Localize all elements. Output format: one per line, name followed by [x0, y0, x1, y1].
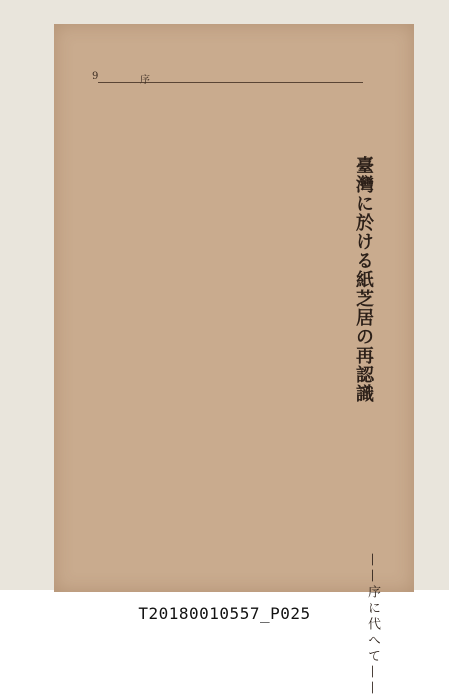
archive-filename: T20180010557_P025: [138, 604, 311, 623]
header-rule: [98, 82, 363, 83]
page-subtitle: ——序に代へて——: [365, 553, 380, 697]
running-head: 序: [140, 75, 152, 86]
page-title: 臺灣に於ける紙芝居の再認識: [353, 156, 374, 403]
page-number: 9: [92, 71, 99, 82]
